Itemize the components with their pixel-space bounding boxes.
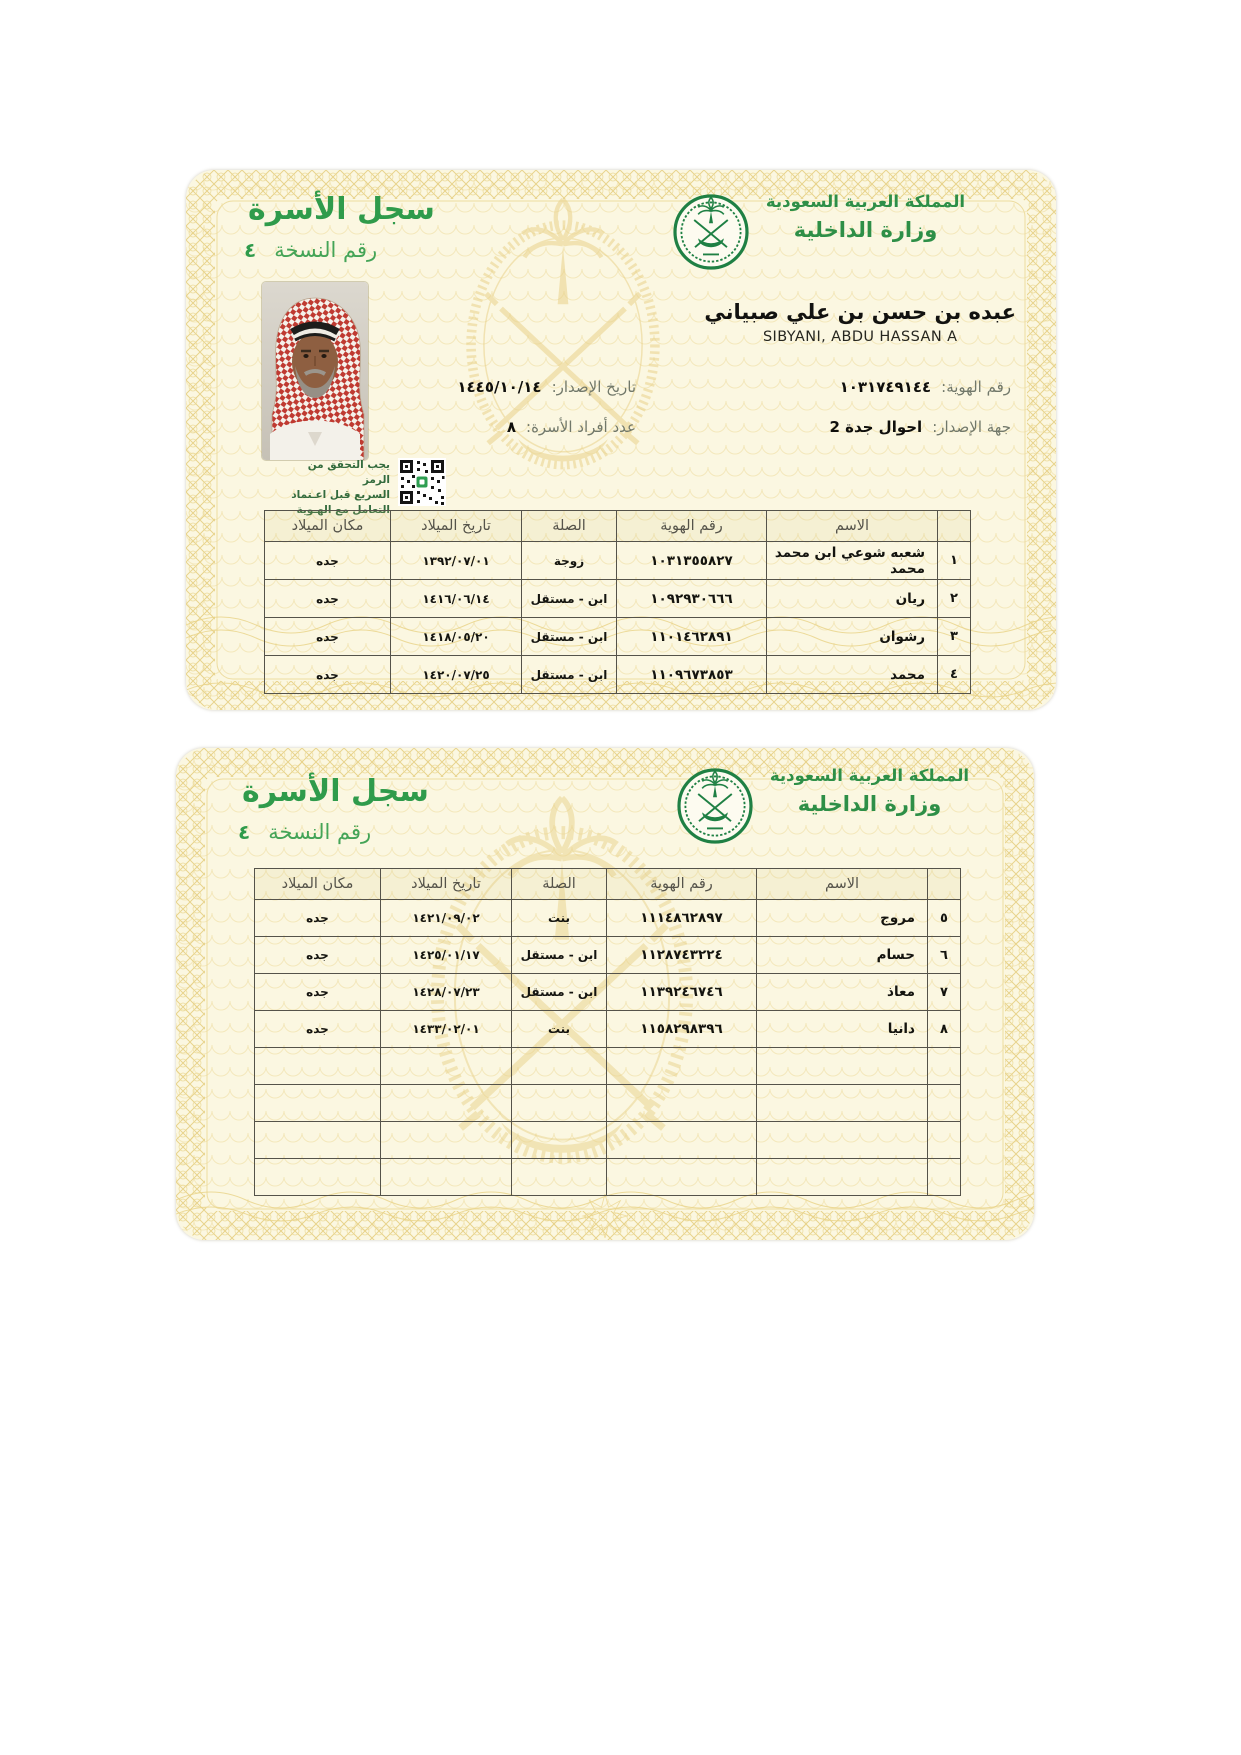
member-name: رشوان xyxy=(767,618,938,656)
government-titles xyxy=(767,766,972,816)
moi-emblem-icon xyxy=(671,192,751,272)
member-birth-date: ١٤٣٣/٠٢/٠١ xyxy=(381,1011,512,1048)
member-birth-place: جده xyxy=(265,542,391,580)
member-birth-place: جده xyxy=(265,618,391,656)
member-number: ٨ xyxy=(928,1011,961,1048)
copy-number-label: رقم النسخة xyxy=(274,238,378,262)
member-number: ٧ xyxy=(928,974,961,1011)
header-row-number xyxy=(938,511,971,542)
table-row xyxy=(265,580,971,618)
family-count-field xyxy=(507,418,636,436)
member-relation: ابن - مستقل xyxy=(512,937,607,974)
member-number: ٥ xyxy=(928,900,961,937)
table-row-empty xyxy=(255,1122,961,1159)
qr-verification-block xyxy=(278,458,446,518)
kingdom-name-calligraphy: المملكة العربية السعودية xyxy=(765,192,966,211)
qr-note-line-1: يجب التحقق من الرمز xyxy=(307,459,390,486)
header-id: رقم الهوية xyxy=(607,869,757,900)
issuer-label: جهة الإصدار: xyxy=(932,418,1011,436)
member-name: حسام xyxy=(757,937,928,974)
member-id: ١١٣٩٢٤٦٧٤٦ xyxy=(607,974,757,1011)
member-birth-place: جده xyxy=(265,580,391,618)
member-birth-date: ١٣٩٢/٠٧/٠١ xyxy=(391,542,522,580)
header-relation: الصلة xyxy=(512,869,607,900)
member-name: شعبه شوعي ابن محمد محمد xyxy=(767,542,938,580)
member-number: ٢ xyxy=(938,580,971,618)
qr-verification-note xyxy=(278,458,390,518)
header-relation: الصلة xyxy=(522,511,617,542)
table-row xyxy=(255,1011,961,1048)
member-birth-place: جده xyxy=(255,974,381,1011)
member-id: ١١٠١٤٦٢٨٩١ xyxy=(617,618,767,656)
family-record-card-back xyxy=(176,748,1034,1240)
member-name: مروج xyxy=(757,900,928,937)
table-row xyxy=(265,542,971,580)
government-header xyxy=(675,766,972,846)
member-relation: ابن - مستقل xyxy=(522,618,617,656)
member-name: دانيا xyxy=(757,1011,928,1048)
member-number: ٤ xyxy=(938,656,971,694)
copy-number-label: رقم النسخة xyxy=(268,820,372,844)
holder-name-arabic: عبده بن حسن بن علي صبياني xyxy=(704,300,1016,324)
member-id: ١١٢٨٧٤٣٢٢٤ xyxy=(607,937,757,974)
holder-photo xyxy=(262,282,368,460)
holder-name-english: SIBYANI, ABDU HASSAN A xyxy=(762,329,958,345)
kingdom-name-calligraphy: المملكة العربية السعودية xyxy=(769,766,970,785)
member-birth-date: ١٤١٨/٠٥/٢٠ xyxy=(391,618,522,656)
header-row-number xyxy=(928,869,961,900)
saudi-crest-watermark-icon xyxy=(438,176,688,486)
star-ornament-icon xyxy=(575,1194,635,1238)
id-number-field xyxy=(840,378,1011,396)
copy-number-line xyxy=(244,238,377,262)
copy-number-line xyxy=(238,820,371,844)
member-relation: ابن - مستقل xyxy=(512,974,607,1011)
table-row xyxy=(255,900,961,937)
table-row xyxy=(255,974,961,1011)
member-number: ٣ xyxy=(938,618,971,656)
moi-emblem-icon xyxy=(675,766,755,846)
copy-number-value: ٤ xyxy=(238,820,251,844)
holder-name-block xyxy=(704,300,1016,345)
header-birth-place: مكان الميلاد xyxy=(255,869,381,900)
member-birth-place: جده xyxy=(255,900,381,937)
ministry-name: وزارة الداخلية xyxy=(793,218,938,242)
table-header-row xyxy=(265,511,971,542)
member-name: معاذ xyxy=(757,974,928,1011)
member-number: ٦ xyxy=(928,937,961,974)
member-birth-place: جده xyxy=(255,937,381,974)
table-row xyxy=(255,937,961,974)
government-titles xyxy=(763,192,968,242)
ministry-name: وزارة الداخلية xyxy=(797,792,942,816)
member-id: ١١٠٩٦٧٣٨٥٣ xyxy=(617,656,767,694)
government-header xyxy=(671,192,968,272)
qr-note-line-2: السريع قبل اعـتماد xyxy=(291,489,390,501)
member-relation: ابن - مستقل xyxy=(522,580,617,618)
member-id: ١٠٩٢٩٣٠٦٦٦ xyxy=(617,580,767,618)
member-id: ١١٥٨٢٩٨٣٩٦ xyxy=(607,1011,757,1048)
member-relation: بنت xyxy=(512,900,607,937)
member-name: محمد xyxy=(767,656,938,694)
table-row xyxy=(265,656,971,694)
member-id: ١١١٤٨٦٢٨٩٧ xyxy=(607,900,757,937)
copy-number-value: ٤ xyxy=(244,238,257,262)
id-number-value: ١٠٣١٧٤٩١٤٤ xyxy=(839,378,932,396)
family-record-title: سجل الأسرة xyxy=(248,192,435,227)
member-name: ريان xyxy=(767,580,938,618)
issue-date-value: ١٤٤٥/١٠/١٤ xyxy=(457,378,542,396)
header-name: الاسم xyxy=(757,869,928,900)
member-number: ١ xyxy=(938,542,971,580)
table-header-row xyxy=(255,869,961,900)
qr-code-icon xyxy=(398,458,446,506)
qr-note-line-3: التعامل مع الهـوية xyxy=(296,504,390,516)
family-record-card-front xyxy=(186,170,1056,710)
family-members-table-front xyxy=(264,510,971,694)
issuer-value: احوال جدة 2 xyxy=(829,418,923,436)
member-id: ١٠٣١٣٥٥٨٢٧ xyxy=(617,542,767,580)
header-birth-date: تاريخ الميلاد xyxy=(381,869,512,900)
member-birth-date: ١٤٢٠/٠٧/٢٥ xyxy=(391,656,522,694)
member-relation: ابن - مستقل xyxy=(522,656,617,694)
family-count-value: ٨ xyxy=(506,418,517,436)
member-relation: زوجة xyxy=(522,542,617,580)
issuer-field xyxy=(829,418,1011,436)
family-members-table-back xyxy=(254,868,961,1196)
table-row-empty xyxy=(255,1048,961,1085)
member-birth-date: ١٤٢٨/٠٧/٢٣ xyxy=(381,974,512,1011)
table-row xyxy=(265,618,971,656)
member-birth-place: جده xyxy=(265,656,391,694)
family-record-title: سجل الأسرة xyxy=(242,774,429,809)
table-row-empty xyxy=(255,1085,961,1122)
id-number-label: رقم الهوية: xyxy=(941,378,1011,396)
header-birth-place: مكان الميلاد xyxy=(265,511,391,542)
member-birth-date: ١٤٢١/٠٩/٠٢ xyxy=(381,900,512,937)
family-count-label: عدد أفراد الأسرة: xyxy=(526,418,636,436)
member-birth-place: جده xyxy=(255,1011,381,1048)
holder-portrait-illustration xyxy=(262,282,368,460)
header-birth-date: تاريخ الميلاد xyxy=(391,511,522,542)
issue-date-field xyxy=(457,378,636,396)
member-birth-date: ١٤١٦/٠٦/١٤ xyxy=(391,580,522,618)
issue-date-label: تاريخ الإصدار: xyxy=(551,378,636,396)
member-birth-date: ١٤٢٥/٠١/١٧ xyxy=(381,937,512,974)
header-id: رقم الهوية xyxy=(617,511,767,542)
member-relation: بنت xyxy=(512,1011,607,1048)
table-row-empty xyxy=(255,1159,961,1196)
header-name: الاسم xyxy=(767,511,938,542)
